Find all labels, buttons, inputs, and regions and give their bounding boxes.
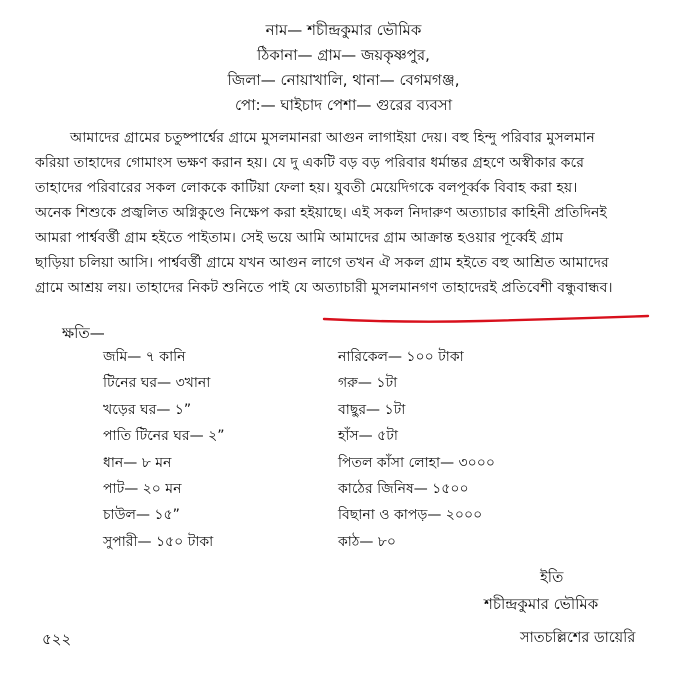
loss-item: সুপারী— ১৫০ টাকা — [103, 533, 214, 550]
body-paragraph — [35, 126, 660, 301]
body-line: করিয়া তাহাদের গোমাংস ভক্ষণ করান হয়। যে দু একটি বড় বড় পরিবার ধর্মান্তর গ্রহণে অস্বীকার করে — [35, 155, 585, 171]
loss-item: হাঁস— ৫টা — [338, 428, 398, 445]
loss-item: ধান— ৮ মন — [103, 454, 172, 471]
header-postoffice-line: পো:— ঘাইচাদ পেশা— গুরের ব্যবসা — [234, 96, 453, 114]
body-line: ছাড়িয়া চলিয়া আসি। পার্শ্ববর্ত্তী গ্রামে যখন আগুন লাগে তখন ঐ সকল গ্রাম হইতে বহু আশ্রিত আমাদের — [35, 255, 609, 271]
loss-item: চাউল— ১৫” — [103, 507, 180, 524]
loss-list-right — [338, 344, 495, 555]
page-number: ৫২২ — [42, 630, 72, 648]
header-name-line: নাম— শচীন্দ্রকুমার ভৌমিক — [265, 21, 422, 39]
loss-item: পিতল কাঁসা লোহা— ৩০০০ — [338, 454, 495, 471]
loss-item: গরু— ১টা — [338, 375, 398, 392]
header-address-line: ঠিকানা— গ্রাম— জয়কৃষ্ণপুর, — [257, 46, 430, 64]
red-underline-mark — [322, 314, 650, 324]
loss-item: পাট— ২০ মন — [103, 480, 182, 497]
header-district-line: জিলা— নোয়াখালি, থানা— বেগমগঞ্জ, — [227, 71, 460, 89]
loss-heading: ক্ষতি— — [62, 324, 105, 342]
signature-closing: ইতি — [540, 568, 564, 586]
loss-item: পাতি টিনের ঘর— ২” — [103, 428, 225, 445]
book-title: সাতচল্লিশের ডায়েরি — [520, 630, 636, 646]
body-line: গ্রামে আশ্রয় লয়। তাহাদের নিকট শুনিতে পাই যে অত্যাচারী মুসলমানগণ তাহাদেরই প্রতিবেশী বন্ধুবান্ধব। — [35, 280, 613, 296]
body-line: আমাদের গ্রামের চতুষ্পার্শ্বের গ্রামে মুসলমানরা আগুন লাগাইয়া দেয়। বহু হিন্দু পরিবার মুসলমান — [70, 130, 595, 146]
body-line: আমরা পার্শ্ববর্ত্তী গ্রাম হইতে পাইতাম। সেই ভয়ে আমি আমাদের গ্রাম আক্রান্ত হওয়ার পূর্ব্বেই গ্রাম — [35, 230, 564, 246]
loss-list-left — [103, 344, 224, 555]
loss-item: টিনের ঘর— ৩খানা — [103, 375, 211, 392]
signature-name: শচীন্দ্রকুমার ভৌমিক — [484, 595, 599, 613]
loss-item: কাঠ— ৮০ — [338, 533, 396, 550]
loss-item: বাছুর— ১টা — [338, 401, 406, 418]
body-line: তাহাদের পরিবারের সকল লোককে কাটিয়া ফেলা হয়। যুবতী মেয়েদিগকে বলপূর্ব্বক বিবাহ করা হয়। — [35, 180, 578, 196]
loss-item: কাঠের জিনিষ— ১৫০০ — [338, 480, 469, 497]
loss-item: বিছানা ও কাপড়— ২০০০ — [338, 507, 483, 524]
body-line: অনেক শিশুকে প্রজ্বলিত অগ্নিকুণ্ডে নিক্ষেপ করা হইয়াছে। এই সকল নিদারুণ অত্যাচার কাহিনী প্রতিদিনই — [35, 205, 607, 221]
loss-item: নারিকেল— ১০০ টাকা — [338, 349, 464, 365]
loss-item: জমি— ৭ কানি — [103, 349, 186, 365]
loss-item: খড়ের ঘর— ১” — [103, 401, 192, 418]
